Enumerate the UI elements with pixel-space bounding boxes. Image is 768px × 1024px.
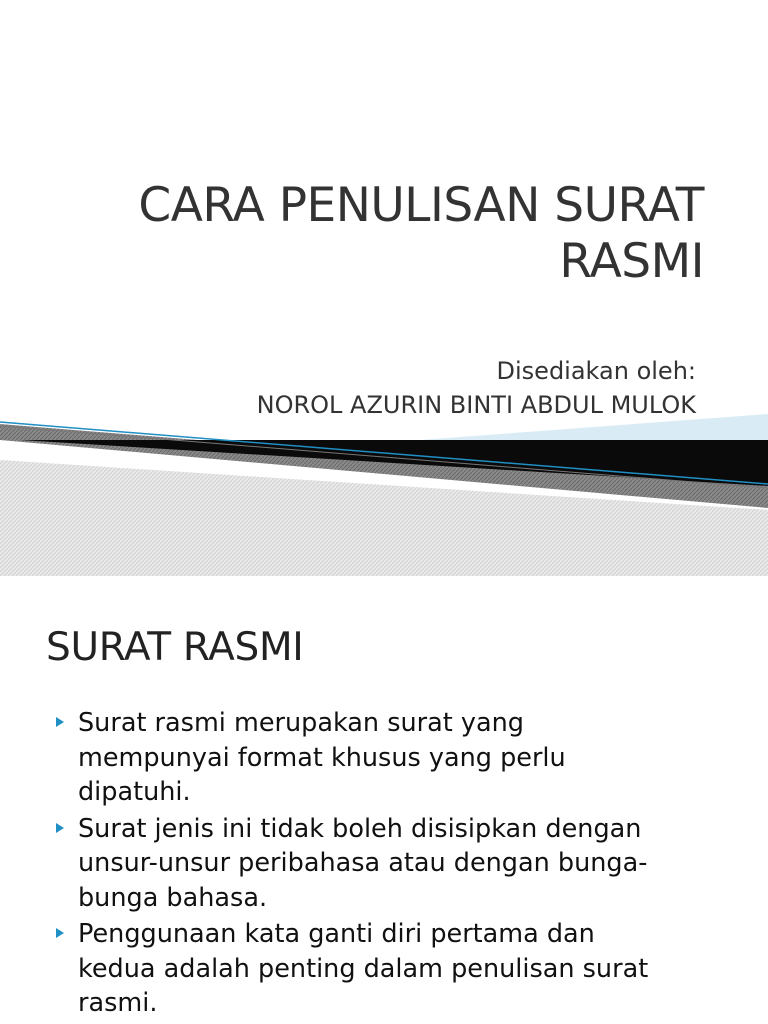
slide-title — [60, 178, 704, 290]
decorative-stripe-band — [0, 400, 768, 576]
triangle-bullet-icon — [56, 823, 64, 833]
slide-title-line-2: RASMI — [559, 234, 704, 289]
bullet-item — [54, 917, 744, 1021]
content-heading: SURAT RASMI — [46, 625, 304, 670]
content-slide — [0, 576, 768, 1024]
bullet-1-line-2: mempunyai format khusus yang perlu — [78, 742, 566, 773]
bullet-3-line-2: kedua adalah penting dalam penulisan surat — [78, 953, 649, 984]
triangle-bullet-icon — [56, 928, 64, 938]
pale-blue-band — [420, 414, 768, 440]
bullet-1-line-1: Surat rasmi merupakan surat yang — [78, 708, 524, 738]
bullet-2-line-2: unsur-unsur peribahasa atau dengan bunga- — [78, 848, 648, 878]
bullet-3-line-3: rasmi. — [78, 988, 158, 1018]
triangle-bullet-icon — [56, 717, 64, 727]
bullet-3-line-1: Penggunaan kata ganti diri pertama dan — [78, 919, 595, 949]
bullet-2-line-3: bunga bahasa. — [78, 882, 268, 913]
prepared-by-label: Disediakan oleh: — [496, 357, 696, 385]
bullet-2-line-1: Surat jenis ini tidak boleh disisipkan dengan — [78, 813, 642, 844]
bullet-1-line-3: dipatuhi. — [78, 777, 191, 807]
author-name: NOROL AZURIN BINTI ABDUL MULOK — [256, 391, 696, 419]
bullet-item — [54, 706, 744, 810]
bullet-item — [54, 812, 744, 916]
slide-title-line-1: CARA PENULISAN SURAT — [138, 178, 704, 233]
bullet-list — [54, 706, 744, 1023]
